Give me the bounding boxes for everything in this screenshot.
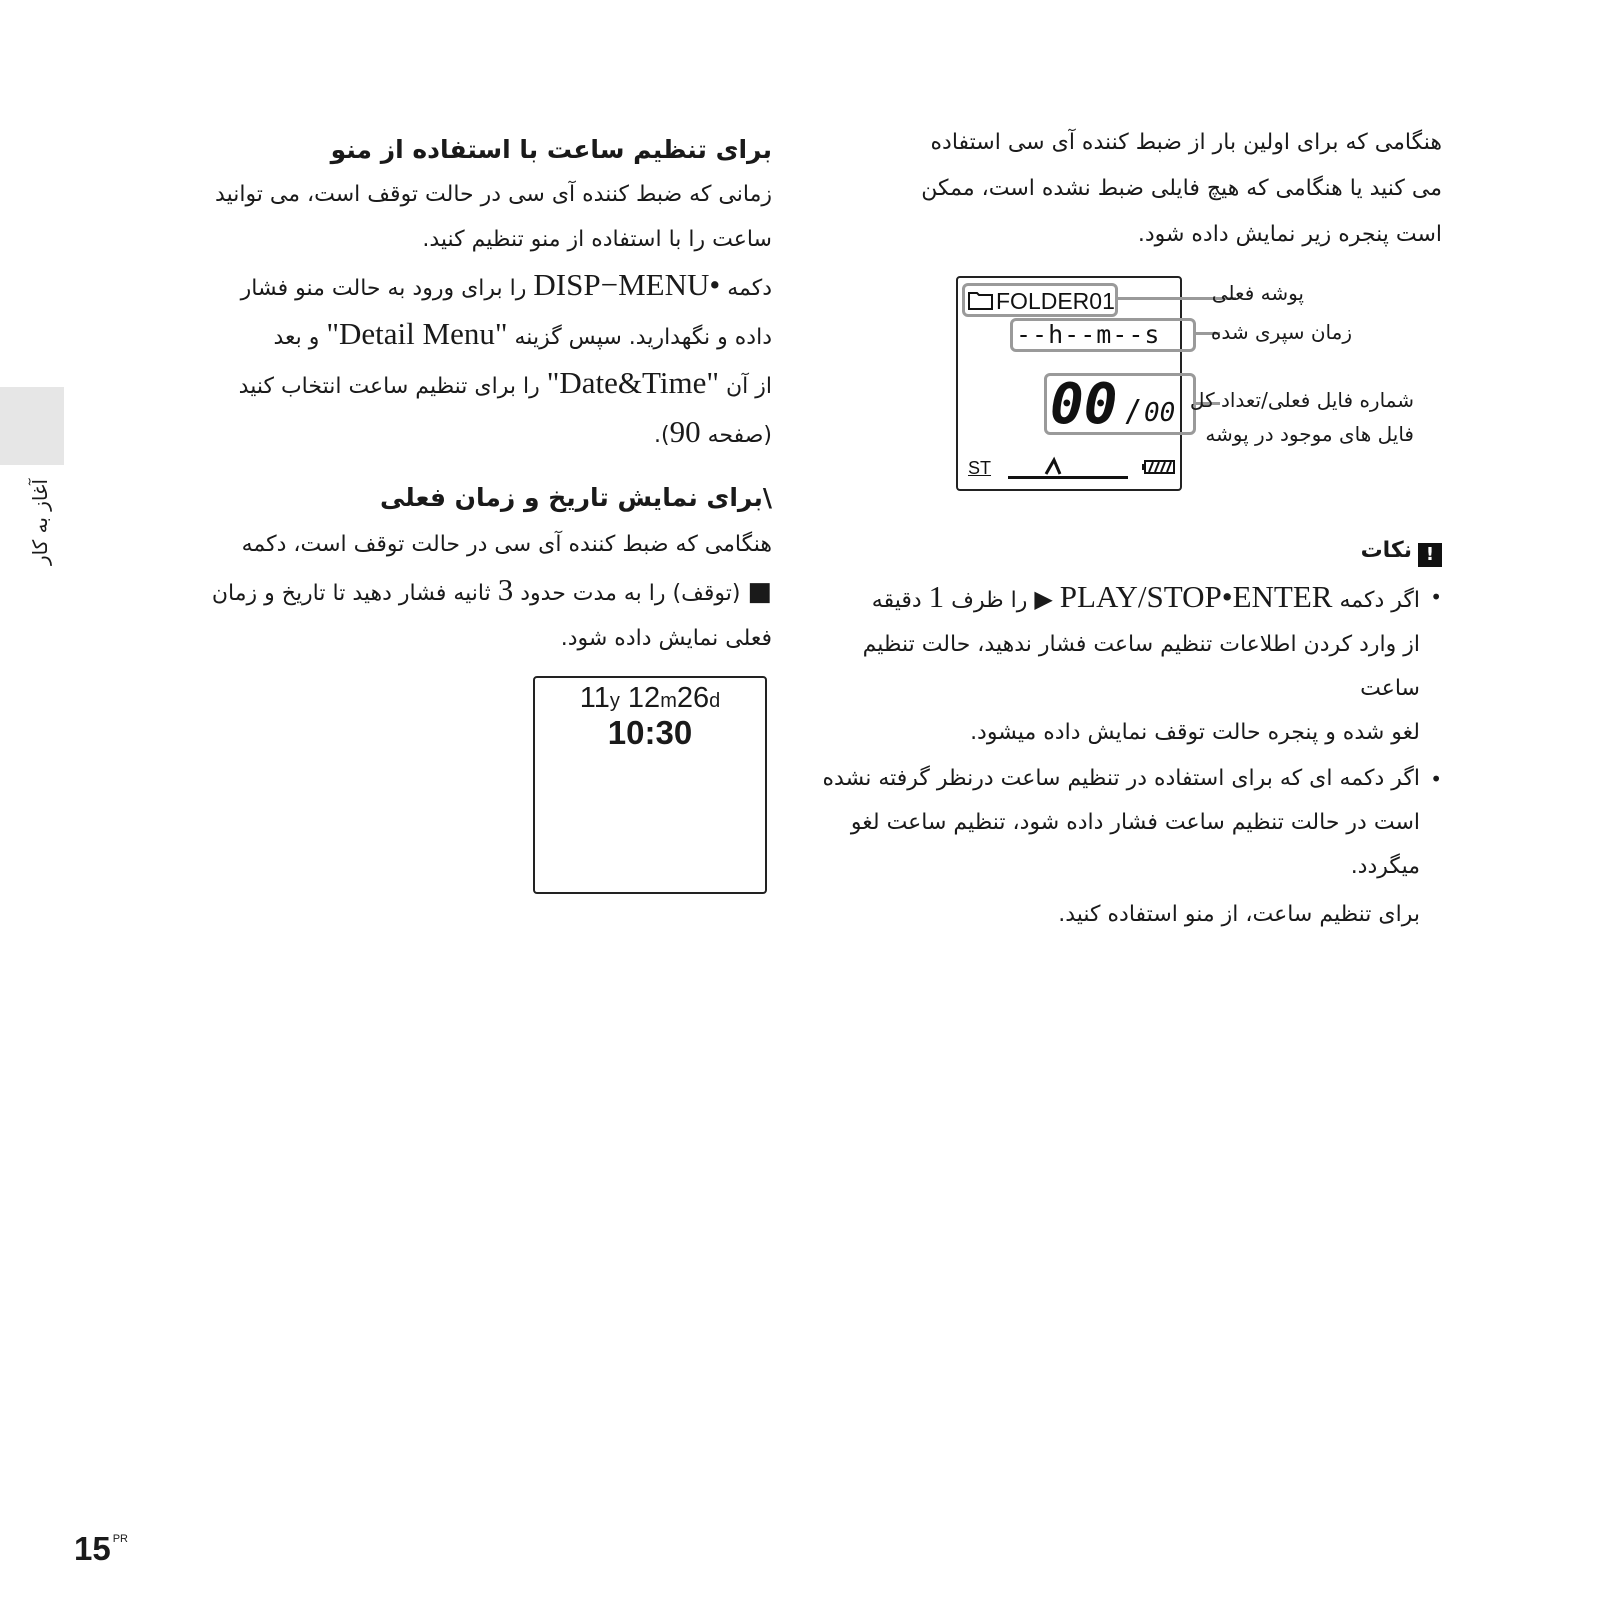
intro-text (842, 120, 1442, 258)
callout-count: شماره فایل فعلی/تعداد کل (1189, 388, 1414, 412)
play-stop-enter-button: PLAY/STOP•ENTER (1059, 579, 1333, 614)
section-tab-label: آغاز به کار (28, 478, 52, 566)
lcd-folder-name: FOLDER01 (996, 288, 1115, 314)
lcd-total-files: 00 (1144, 398, 1176, 428)
play-icon: ▶ (1034, 585, 1053, 613)
folder-icon (968, 290, 994, 310)
lcd-slash: / (1124, 394, 1143, 429)
battery-icon (1142, 460, 1176, 476)
lcd-elapsed-time: --h--m--s (1016, 320, 1161, 349)
intro-line: هنگامی که برای اولین بار از ضبط کننده آی سی استفاده (930, 130, 1442, 155)
left-column (150, 128, 772, 661)
list-item: • اگر دکمه ای که برای استفاده در تنظیم ساعت درنظر گرفته نشده است در حالت تنظیم ساعت فشار داده شود، تنظیم ساعت لغو میگردد. (802, 757, 1442, 889)
callout-elapsed: زمان سپری شده (1210, 320, 1352, 344)
list-item: • اگر دکمه PLAY/STOP•ENTER ▶ را ظرف 1 دقیقه از وارد کردن اطلاعات تنظیم ساعت فشار ندهید، حالت تنظیم ساعت لغو شده و پنجره حالت توقف نمایش داده میشود. (802, 575, 1442, 755)
lcd-file-number: 00 (1050, 372, 1118, 437)
intro-line: است پنجره زیر نمایش داده شود. (1137, 222, 1442, 247)
page-number: 15 $^{PR}$ (74, 1530, 128, 1567)
section-title-menu: برای تنظیم ساعت با استفاده از منو (330, 135, 772, 164)
section-tab (0, 387, 64, 465)
time-readout: 10:30 (607, 714, 693, 751)
page-reference: 90 (669, 414, 701, 449)
date-time-option: "Date&Time" (546, 365, 719, 400)
disp-menu-button: DISP−MENU• (533, 267, 721, 302)
section-body-date: هنگامی که ضبط کننده آی سی در حالت توقف است، دکمه ■ (توقف) را به مدت حدود 3 ثانیه فشار دهید تا تاریخ و زمان فعلی نمایش داده شود. (211, 532, 772, 651)
lcd-diagram (956, 276, 1456, 496)
callout-folder: پوشه فعلی (1211, 281, 1304, 305)
lcd-level-bar (1008, 476, 1128, 479)
mic-sensitivity-icon (1044, 454, 1064, 476)
stop-icon: ■ (747, 577, 772, 607)
warning-icon: ! (1418, 543, 1442, 567)
detail-menu-option: "Detail Menu" (326, 316, 508, 351)
date-readout: 11y 12m26d (579, 682, 721, 714)
section-body-menu: زمانی که ضبط کننده آی سی در حالت توقف است، می توانید ساعت را با استفاده از منو تنظیم کنید. دکمه DISP−MENU• را برای ورود به حالت منو فشار داده و نگهدارید. سپس گزینه "Detail Menu" و بعد از آن "Date&Time" را برای تنظیم ساعت انتخاب کنید (صفحه 90). (215, 182, 772, 449)
callout-count: فایل های موجود در پوشه (1205, 422, 1414, 446)
section-title-date: \برای نمایش تاریخ و زمان فعلی (379, 483, 772, 512)
intro-line: می کنید یا هنگامی که هیچ فایلی ضبط نشده است، ممکن (921, 176, 1442, 201)
notes-heading: !نکات (1361, 538, 1442, 567)
lcd-display (956, 276, 1182, 491)
note-extra: برای تنظیم ساعت، از منو استفاده کنید. (1058, 902, 1420, 927)
notes-list (802, 575, 1442, 937)
lcd-status: ST (968, 458, 992, 478)
date-time-display (533, 676, 767, 894)
